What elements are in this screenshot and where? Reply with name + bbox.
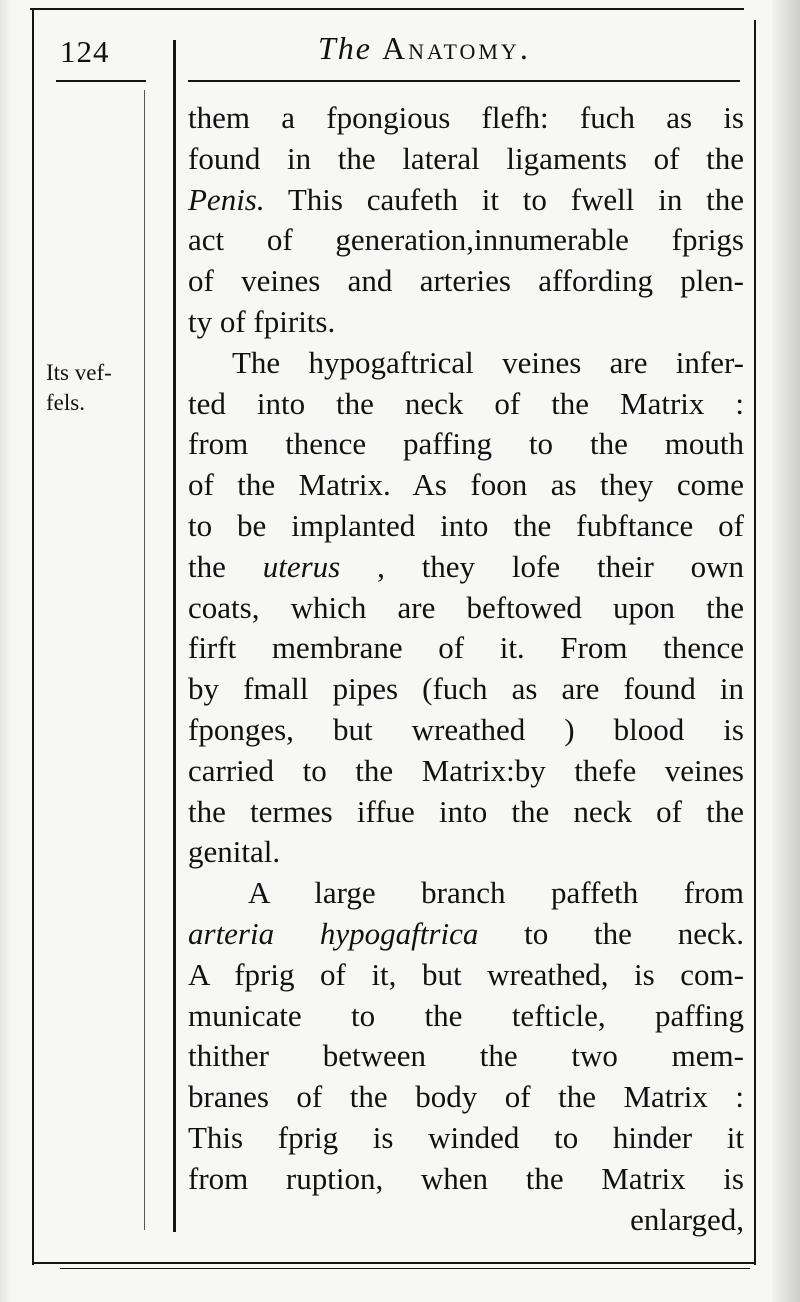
header-underline — [188, 80, 740, 82]
text-run: genital. — [188, 834, 281, 870]
text-line — [188, 1118, 744, 1159]
text-line — [188, 302, 744, 343]
text-run: carried to the Matrix:by thefe veines — [188, 752, 744, 788]
margin-inner-rule — [144, 90, 145, 1230]
text-line — [188, 547, 744, 588]
text-run: found in the lateral ligaments of the — [188, 140, 744, 176]
text-run: act of generation,innumerable fprigs — [188, 222, 744, 258]
text-line — [188, 710, 744, 751]
frame-rule-right — [754, 20, 756, 1265]
text-run: This fprig is winded to hinder it — [188, 1119, 744, 1155]
running-head — [318, 30, 531, 67]
text-line — [188, 1036, 744, 1077]
text-run: municate to the tefticle, paffing — [188, 997, 744, 1033]
text-run: A fprig of it, but wreathed, is com- — [188, 956, 744, 992]
frame-rule-bottom-inner — [60, 1268, 750, 1269]
text-run: enlarged, — [630, 1201, 744, 1237]
italic-term: uterus — [262, 548, 341, 584]
text-run: firft membrane of it. From thence — [188, 630, 744, 666]
text-line — [188, 914, 744, 955]
text-run: fponges, but wreathed ) blood is — [188, 711, 744, 747]
text-run: from ruption, when the Matrix is — [188, 1160, 744, 1196]
text-line — [188, 261, 744, 302]
text-line — [188, 1159, 744, 1200]
margin-note-line: fels. — [46, 390, 85, 415]
italic-term: Penis. — [188, 181, 265, 217]
text-line — [188, 98, 744, 139]
margin-note-line: Its vef- — [46, 360, 112, 385]
margin-divider-rule — [173, 40, 176, 1232]
text-run: to the neck. — [478, 915, 744, 951]
text-run: branes of the body of the Matrix : — [188, 1079, 744, 1115]
body-text — [188, 98, 744, 1240]
text-line — [188, 180, 744, 221]
text-line — [188, 792, 744, 833]
text-run: the termes iffue into the neck of the — [188, 793, 744, 829]
folio-underline — [56, 80, 146, 82]
text-line — [188, 465, 744, 506]
frame-rule-bottom — [32, 1262, 756, 1264]
text-line — [188, 955, 744, 996]
text-run: of the Matrix. As foon as they come — [188, 467, 744, 503]
text-line — [188, 506, 744, 547]
text-line — [188, 996, 744, 1037]
italic-term: arteria hypogaftrica — [188, 915, 479, 951]
text-run: A large branch paffeth from — [248, 875, 744, 911]
text-line — [188, 588, 744, 629]
text-line — [188, 669, 744, 710]
text-run: the — [188, 548, 263, 584]
text-run: to be implanted into the fubftance of — [188, 507, 744, 543]
running-head-the: The — [318, 30, 372, 66]
text-line — [188, 832, 744, 873]
text-line — [188, 139, 744, 180]
text-line — [188, 628, 744, 669]
frame-rule-left — [32, 10, 34, 1265]
text-run: thither between the two mem- — [188, 1038, 744, 1074]
margin-note — [46, 358, 112, 418]
text-line — [188, 1200, 744, 1241]
text-run: by fmall pipes (fuch as are found in — [188, 671, 744, 707]
text-run: This caufeth it to fwell in the — [264, 181, 744, 217]
page-edge-shadow — [772, 0, 800, 1302]
text-line — [188, 873, 744, 914]
text-run: The hypogaftrical veines are infer- — [232, 344, 744, 380]
text-line — [188, 751, 744, 792]
text-line — [188, 424, 744, 465]
running-head-title: Anatomy. — [382, 30, 531, 66]
text-run: ty of fpirits. — [188, 303, 336, 339]
text-run: of veines and arteries affording plen- — [188, 263, 744, 299]
text-line — [188, 220, 744, 261]
text-run: ted into the neck of the Matrix : — [188, 385, 744, 421]
text-line — [188, 384, 744, 425]
page-gutter-shadow — [0, 0, 12, 1302]
text-run: them a fpongious flefh: fuch as is — [188, 100, 744, 135]
text-line — [188, 343, 744, 384]
text-run: coats, which are beftowed upon the — [188, 589, 744, 625]
text-run: from thence paffing to the mouth — [188, 426, 744, 462]
text-line — [188, 1077, 744, 1118]
frame-rule-top — [30, 8, 744, 10]
page-number: 124 — [60, 34, 110, 69]
text-run: , they lofe their own — [340, 548, 745, 584]
